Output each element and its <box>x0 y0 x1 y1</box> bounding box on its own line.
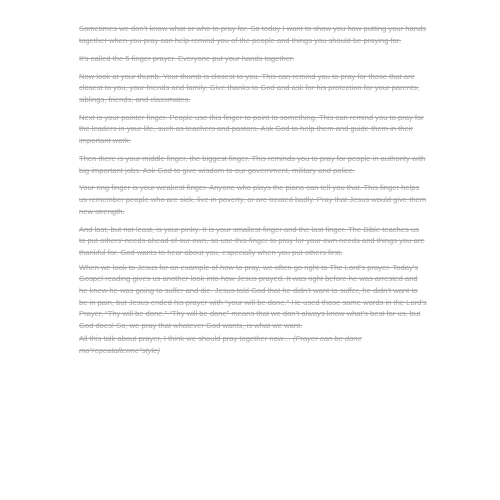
paragraph-thumb: Now look at your thumb. Your thumb is closest to you. This can remind you to pray for those that are closest to you, your friends and family. Give thanks to God and ask for his protection for your parents, siblings, friends, and classmates. <box>79 71 420 104</box>
paragraph-pointer: Next is your pointer finger. People use this finger to point to something. This can remind you to pray for the leaders in your life, such as teachers and pastors. Ask God to help them and guide them in their important work. <box>79 112 424 145</box>
paragraph-ring: Your ring finger is your weakest finger. Anyone who plays the piano can tell you that. This finger helps us remember people who are sick, live in poverty, or are treated badly. Pray that Jesus would give them new strength. <box>79 183 427 216</box>
paragraph-intro: Sometimes we don’t know what or who to pray for. So today I want to show you how putting your hands together when you pray can help remind you of the people and things you should be praying for. <box>79 24 426 45</box>
paragraph-closing <box>79 333 427 356</box>
paragraph-jesus-prayer: When we look to Jesus for an example of how to pray, we often go right to The Lord’s prayer. Today’s Gospel reading gives us another look into how Jesus prayed. It was right before he was arrested and he knew he was going to suffer and die. Jesus told God that he didn’t want to suffer, he didn’t want to be in pain, but Jesus ended his prayer with “your will be done.” He used those same words in the Lord’s Prayer, “Thy will be done.” “Thy will be done” means that we don’t always know what’s best for us, but God does! So, we pray that whatever God wants, is what we want. <box>79 262 427 330</box>
paragraph-middle: Then there is your middle finger, the biggest finger. This reminds you to pray for people in authority with big important jobs. Ask God to give wisdom to our government, military and police. <box>79 153 426 175</box>
closing-text: All this talk about prayer, I think we should pray together now… <box>79 334 294 344</box>
closing-note: (Prayer can be done mo”repeatafterme”style) <box>79 334 362 355</box>
paragraph-five-finger: It’s called the 5 finger prayer. Everyone put your hands together. <box>79 53 295 63</box>
paragraph-pinky: And last, but not least, is your pinky. It is your smallest finger and the last finger. The Bible teaches us to put others’ needs ahead of our own, so use this finger to pray for your own needs and things you are thankful for. God wants to hear about you, especially when you put others first. <box>79 224 425 257</box>
document-page <box>79 23 427 363</box>
